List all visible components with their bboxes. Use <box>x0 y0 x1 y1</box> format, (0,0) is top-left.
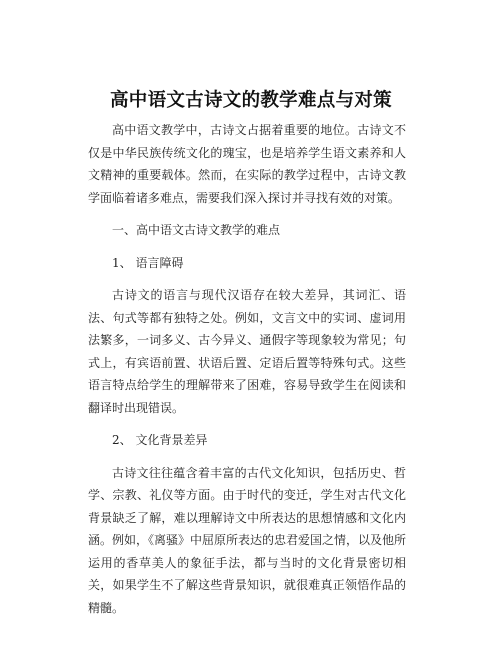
subsection-heading-culture: 2、 文化背景差异 <box>112 433 208 447</box>
document-title: 高中语文古诗文的教学难点与对策 <box>109 90 392 111</box>
language-barrier-paragraph: 古诗文的语言与现代汉语存在较大差异，其词汇、语法、句式等都有独特之处。例如，文言文中的实词、虚词用法繁多，一词多义、古今异义、通假字等现象较为常见；句式上，有宾语前置、状语后置、定语后置等特殊句式。这些语言特点给学生的理解带来了困难，容易导致学生在阅读和翻译时出现错误。 <box>88 288 406 415</box>
document-body <box>88 119 406 629</box>
cultural-background-paragraph: 古诗文往往蕴含着丰富的古代文化知识，包括历史、哲学、宗教、礼仪等方面。由于时代的变迁，学生对古代文化背景缺乏了解，难以理解诗文中所表达的思想情感和文化内涵。例如，《离骚》中屈原所表达的忠君爱国之情，以及他所运用的香草美人的象征手法，都与当时的文化背景密切相关，如果学生不了解这些背景知识，就很难真正领悟作品的精髓。 <box>88 465 407 615</box>
intro-paragraph: 高中语文教学中，古诗文占据着重要的地位。古诗文不仅是中华民族传统文化的瑰宝，也是培养学生语文素养和人文精神的重要载体。然而，在实际的教学过程中，古诗文教学面临着诸多难点，需要我们深入探讨并寻找有效的对策。 <box>88 123 406 205</box>
subsection-heading-language: 1、 语言障碍 <box>112 255 184 270</box>
section-heading: 一、高中语文古诗文教学的难点 <box>112 223 281 237</box>
